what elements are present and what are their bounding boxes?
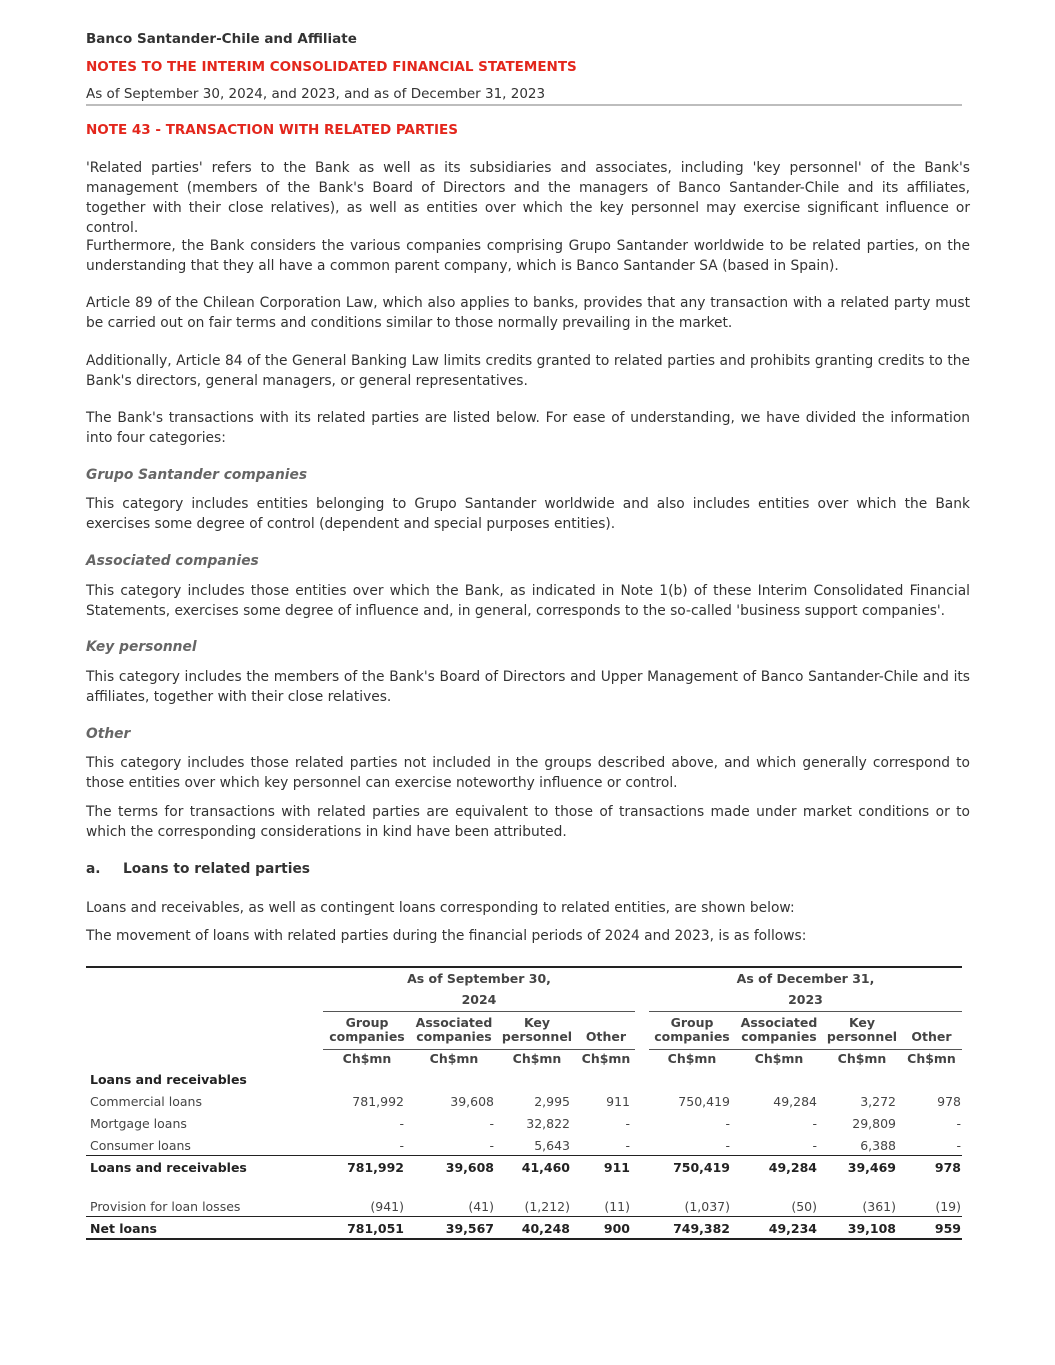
category-heading: Grupo Santander companies [86,467,308,483]
table-cell: 978 [937,1094,961,1109]
period-year: 2024 [461,992,497,1007]
table-cell: 750,419 [678,1094,730,1109]
net-cell: 900 [603,1221,630,1236]
paragraph-grupo-santander: Furthermore, the Bank considers the various companies comprising Grupo Santander worldwide to be related parties, on the understanding that they all have a common parent company, which is Banco Santander SA (based in Spain). [86,238,970,274]
unit-label: Ch$mn [429,1051,479,1066]
column-header [649,1016,735,1044]
category-text: This category includes those entities over which the Bank, as indicated in Note 1(b) of these Interim Consolidated Financial Statements, exercises some degree of influence and, in general, corresponds to the so-called 'business support companies'. [86,583,970,619]
column-header-line: Group [670,1015,714,1030]
paragraph-article-84: Additionally, Article 84 of the General Banking Law limits credits granted to related parties and prohibits granting credits to the Bank's directors, general managers, or general representatives. [86,353,970,389]
category-text: This category includes entities belonging to Grupo Santander worldwide and also includes entities over which the Bank exercises some degree of control (dependent and special purposes entities). [86,496,970,532]
provision-cell: (11) [604,1199,630,1214]
table-cell: - [399,1116,404,1131]
table-cell: 781,992 [352,1094,404,1109]
subtotal-cell: 39,608 [445,1160,494,1175]
table-top-rule [86,966,962,968]
period-rule [323,1011,635,1012]
provision-cell: (941) [370,1199,404,1214]
net-row-label: Net loans [90,1221,157,1236]
section-letter: a. [86,861,101,877]
subtotal-cell: 781,992 [347,1160,404,1175]
table-cell: - [725,1138,730,1153]
category-text: This category includes the members of the Bank's Board of Directors and Upper Management of Banco Santander-Chile and its affiliates, together with their close relatives. [86,669,970,705]
unit-rule [323,1049,635,1050]
column-header [823,1016,901,1044]
row-label: Commercial loans [90,1094,202,1109]
column-header [323,1016,411,1044]
net-cell: 749,382 [673,1221,730,1236]
column-header-line: companies [741,1029,817,1044]
column-header [497,1016,577,1044]
table-cell: 2,995 [534,1094,570,1109]
table-cell: 39,608 [450,1094,494,1109]
net-cell: 49,234 [768,1221,817,1236]
period-label: As of December 31, [736,971,875,986]
net-cell: 39,567 [445,1221,494,1236]
subtotal-row-label: Loans and receivables [90,1160,247,1175]
subtotal-rule [86,1155,962,1156]
period-year: 2023 [788,992,823,1007]
column-header [577,1030,635,1044]
table-cell: 29,809 [852,1116,896,1131]
column-header [411,1016,497,1044]
loans-table [86,966,962,1242]
paragraph-transactions: The Bank's transactions with its related parties are listed below. For ease of understanding, we have divided the information into four categories: [86,410,970,446]
column-header-line: companies [416,1029,492,1044]
table-cell: 49,284 [773,1094,817,1109]
notes-title: NOTES TO THE INTERIM CONSOLIDATED FINANCIAL STATEMENTS [86,59,577,75]
table-cell: 32,822 [526,1116,570,1131]
period-rule [649,1011,962,1012]
table-cell: - [956,1116,961,1131]
table-cell: 3,272 [860,1094,896,1109]
provision-cell: (41) [468,1199,494,1214]
column-header-line: personnel [501,1029,573,1044]
net-cell: 781,051 [347,1221,404,1236]
table-cell: - [812,1138,817,1153]
unit-label: Ch$mn [837,1051,887,1066]
column-header-line: companies [329,1029,405,1044]
table-cell: - [812,1116,817,1131]
unit-label: Ch$mn [581,1051,631,1066]
row-label: Mortgage loans [90,1116,187,1131]
unit-rule [649,1049,962,1050]
unit-label: Ch$mn [342,1051,392,1066]
table-cell: - [725,1116,730,1131]
column-header-line: Group [345,1015,389,1030]
paragraph-terms: The terms for transactions with related parties are equivalent to those of transactions made under market conditions or to which the corresponding considerations in kind have been attributed. [86,804,970,840]
column-header-line: companies [654,1029,730,1044]
table-cell: - [489,1116,494,1131]
subtotal-cell: 750,419 [673,1160,730,1175]
net-cell: 959 [934,1221,961,1236]
table-cell: 6,388 [860,1138,896,1153]
category-heading: Associated companies [86,553,259,569]
column-header-line: Other [911,1029,952,1044]
subtotal-cell: 39,469 [847,1160,896,1175]
subtotal-cell: 41,460 [521,1160,570,1175]
table-cell: - [489,1138,494,1153]
column-header-line: Key [523,1015,551,1030]
category-heading: Other [86,726,131,742]
unit-label: Ch$mn [512,1051,562,1066]
column-header-line: Other [585,1029,627,1044]
reporting-period: As of September 30, 2024, and 2023, and as of December 31, 2023 [86,86,546,102]
category-heading: Key personnel [86,639,197,655]
unit-label: Ch$mn [667,1051,717,1066]
header-divider [86,104,962,106]
subtotal-cell: 978 [934,1160,961,1175]
section-intro: The movement of loans with related parties during the financial periods of 2024 and 2023, is as follows: [86,928,807,944]
provision-cell: (1,212) [524,1199,570,1214]
table-cell: - [625,1138,630,1153]
provision-row-label: Provision for loan losses [90,1199,241,1214]
unit-label: Ch$mn [754,1051,804,1066]
table-cell: - [956,1138,961,1153]
column-header-line: Associated [740,1015,818,1030]
section-intro: Loans and receivables, as well as contingent loans corresponding to related entities, are shown below: [86,900,795,916]
section-heading [86,861,310,877]
category-text: This category includes those related parties not included in the groups described above, and which generally correspond to those entities over which key personnel can exercise noteworthy influence or control. [86,755,970,791]
period-header-2023 [649,972,962,1007]
note-title: NOTE 43 - TRANSACTION WITH RELATED PARTIES [86,122,458,138]
subtotal-cell: 49,284 [768,1160,817,1175]
net-cell: 39,108 [847,1221,896,1236]
company-name: Banco Santander-Chile and Affiliate [86,31,357,47]
column-header-line: Associated [415,1015,493,1030]
paragraph-article-89: Article 89 of the Chilean Corporation Law, which also applies to banks, provides that any transaction with a related party must be carried out on fair terms and conditions similar to those normally prevailing in the market. [86,295,970,331]
section-row-label: Loans and receivables [90,1072,247,1087]
period-header-2024 [323,972,635,1007]
column-header [735,1016,823,1044]
table-cell: 5,643 [534,1138,570,1153]
subtotal-cell: 911 [603,1160,630,1175]
net-rule [86,1216,962,1217]
provision-cell: (19) [935,1199,961,1214]
table-cell: - [625,1116,630,1131]
table-cell: - [399,1138,404,1153]
column-header [901,1030,962,1044]
column-header-line: personnel [826,1029,898,1044]
paragraph-related-parties: 'Related parties' refers to the Bank as well as its subsidiaries and associates, including 'key personnel' of the Bank's management (members of the Bank's Board of Directors and the managers of Banco Santander-Chile and its affiliates, together with their close relatives), as well as entities over which the key personnel may exercise significant influence or control. [86,160,970,236]
row-label: Consumer loans [90,1138,191,1153]
table-bottom-rule [86,1238,962,1240]
unit-label: Ch$mn [907,1051,956,1066]
provision-cell: (1,037) [684,1199,730,1214]
table-cell: 911 [606,1094,630,1109]
column-header-line: Key [848,1015,876,1030]
provision-cell: (50) [791,1199,817,1214]
net-cell: 40,248 [521,1221,570,1236]
period-label: As of September 30, [407,971,551,986]
section-title: Loans to related parties [123,861,311,877]
provision-cell: (361) [862,1199,896,1214]
